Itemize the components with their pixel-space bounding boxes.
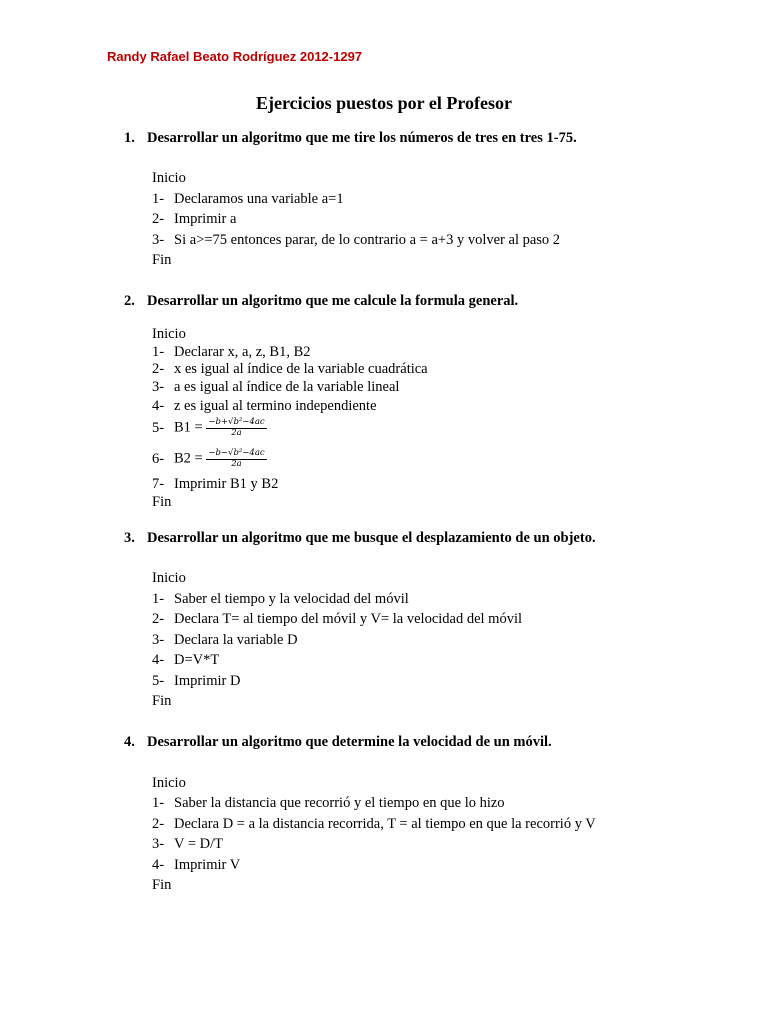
fraction <box>206 418 266 439</box>
exercise-1-end: Fin <box>152 252 172 268</box>
step-text: Declara la variable D <box>174 632 298 648</box>
exercise-number: 3. <box>124 530 135 546</box>
exercise-2-step-formula <box>152 418 267 439</box>
exercise-number: 4. <box>124 734 135 750</box>
fraction-denominator: 2a <box>231 458 242 469</box>
exercise-1-start: Inicio <box>152 170 186 186</box>
step-text: Imprimir a <box>174 211 237 227</box>
exercise-3-heading <box>124 530 596 547</box>
exercise-2-step <box>152 344 311 361</box>
exercise-1-heading <box>124 130 577 147</box>
exercise-1-step <box>152 211 236 228</box>
step-text: a es igual al índice de la variable lineal <box>174 379 400 395</box>
exercise-4-start: Inicio <box>152 775 186 791</box>
step-number: 3- <box>152 379 165 395</box>
step-number: 3- <box>152 232 165 248</box>
exercise-4-end: Fin <box>152 877 172 893</box>
exercise-2-step <box>152 398 377 415</box>
exercise-2-start: Inicio <box>152 326 186 342</box>
exercise-4-step <box>152 836 223 853</box>
step-number: 1- <box>152 191 165 207</box>
exercise-4-step <box>152 795 505 812</box>
page-title: Ejercicios puestos por el Profesor <box>256 93 512 113</box>
exercise-2-step-formula <box>152 449 267 470</box>
step-number: 2- <box>152 611 165 627</box>
step-number: 4- <box>152 652 165 668</box>
exercise-number: 1. <box>124 130 135 146</box>
step-text: Si a>=75 entonces parar, de lo contrario a = a+3 y volver al paso 2 <box>174 232 561 248</box>
step-number: 1- <box>152 591 165 607</box>
step-text: Imprimir B1 y B2 <box>174 476 279 492</box>
fraction-numerator: −b−√b²−4ac <box>208 448 265 458</box>
exercise-1-step <box>152 232 560 249</box>
fraction <box>206 449 266 470</box>
exercise-3-step <box>152 591 409 608</box>
exercise-3-step <box>152 611 522 628</box>
step-number: 4- <box>152 857 165 873</box>
exercise-1-step <box>152 191 344 208</box>
exercise-2-end: Fin <box>152 494 172 510</box>
exercise-3-step <box>152 632 298 649</box>
step-number: 2- <box>152 361 165 377</box>
exercise-2-step <box>152 379 399 396</box>
step-text: Saber la distancia que recorrió y el tiempo en que lo hizo <box>174 795 505 811</box>
exercise-2-step <box>152 361 428 378</box>
step-number: 1- <box>152 795 165 811</box>
exercise-3-start: Inicio <box>152 570 186 586</box>
step-text: Declara D = a la distancia recorrida, T = al tiempo en que la recorrió y V <box>174 816 596 832</box>
step-text: B1 = <box>174 419 207 436</box>
step-number: 7- <box>152 476 165 492</box>
exercise-title: Desarrollar un algoritmo que me calcule la formula general. <box>147 293 519 309</box>
step-number: 6- <box>152 450 165 467</box>
step-text: D=V*T <box>174 652 220 668</box>
step-text: Saber el tiempo y la velocidad del móvil <box>174 591 409 607</box>
step-number: 5- <box>152 673 165 689</box>
fraction-denominator: 2a <box>231 427 242 438</box>
step-number: 5- <box>152 419 165 436</box>
step-number: 1- <box>152 344 165 360</box>
step-text: z es igual al termino independiente <box>174 398 377 414</box>
exercise-number: 2. <box>124 293 135 309</box>
exercise-2-step <box>152 476 278 493</box>
step-text: x es igual al índice de la variable cuadrática <box>174 361 428 377</box>
author-line: Randy Rafael Beato Rodríguez 2012-1297 <box>107 49 363 64</box>
exercise-title: Desarrollar un algoritmo que me tire los números de tres en tres 1-75. <box>147 130 577 146</box>
exercise-4-step <box>152 816 596 833</box>
step-number: 3- <box>152 836 165 852</box>
exercise-2-heading <box>124 293 518 310</box>
exercise-4-heading <box>124 734 552 751</box>
step-text: Declaramos una variable a=1 <box>174 191 344 207</box>
step-text: B2 = <box>174 450 207 467</box>
fraction-numerator: −b+√b²−4ac <box>208 417 265 427</box>
step-number: 2- <box>152 211 165 227</box>
step-text: Declara T= al tiempo del móvil y V= la velocidad del móvil <box>174 611 523 627</box>
step-text: Imprimir D <box>174 673 241 689</box>
exercise-4-step <box>152 857 240 874</box>
step-text: Imprimir V <box>174 857 241 873</box>
step-text: Declarar x, a, z, B1, B2 <box>174 344 311 360</box>
exercise-title: Desarrollar un algoritmo que determine la velocidad de un móvil. <box>147 734 552 750</box>
step-text: V = D/T <box>174 836 223 852</box>
exercise-3-step <box>152 673 240 690</box>
exercise-3-step <box>152 652 219 669</box>
step-number: 2- <box>152 816 165 832</box>
exercise-title: Desarrollar un algoritmo que me busque el desplazamiento de un objeto. <box>147 530 596 546</box>
step-number: 3- <box>152 632 165 648</box>
exercise-3-end: Fin <box>152 693 172 709</box>
step-number: 4- <box>152 398 165 414</box>
